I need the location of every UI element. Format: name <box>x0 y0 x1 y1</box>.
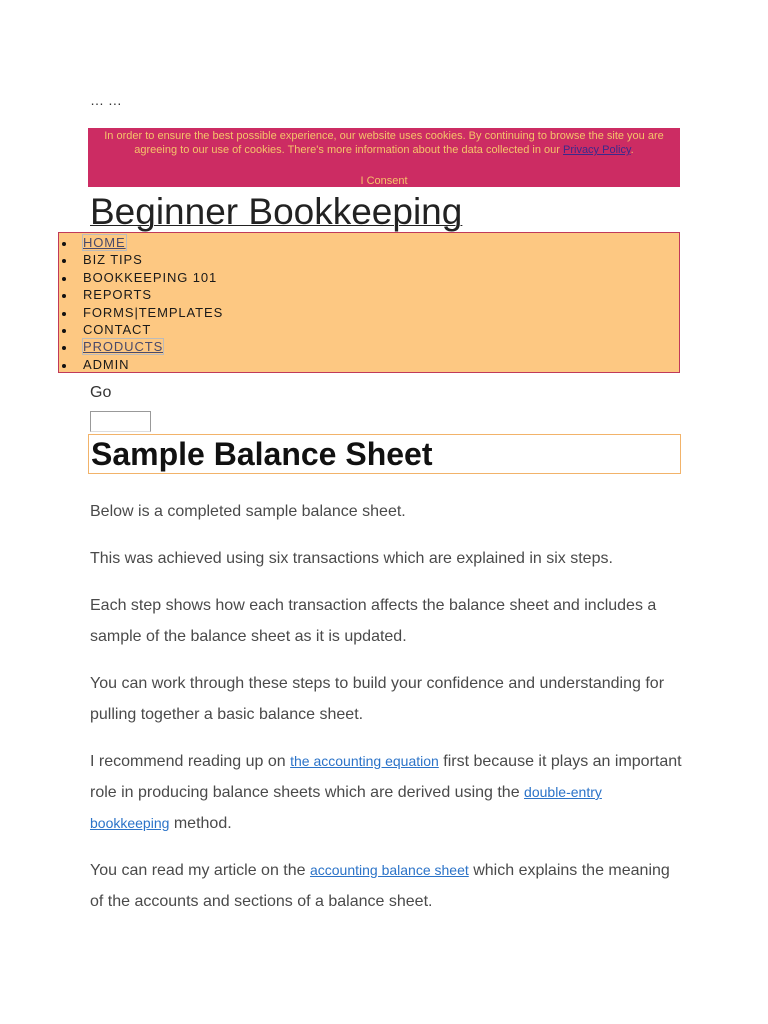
cookie-message <box>88 129 680 157</box>
accounting-balance-sheet-link[interactable]: accounting balance sheet <box>309 862 469 878</box>
cookie-banner <box>88 128 680 187</box>
paragraph-text: which explains the meaning of the accounts and sections of a balance sheet. <box>90 862 670 910</box>
main-nav <box>58 232 680 373</box>
paragraph-text: first because it plays an important role in producing balance sheets which are derived using the <box>90 753 682 801</box>
nav-divider <box>58 372 88 373</box>
nav-label: PRODUCTS <box>83 339 164 354</box>
paragraph <box>90 855 682 917</box>
nav-label: FORMS|TEMPLATES <box>83 305 224 320</box>
article-body <box>90 496 682 933</box>
paragraph: This was achieved using six transactions which are explained in six steps. <box>90 550 613 567</box>
nav-label: ADMIN <box>83 357 130 372</box>
nav-item-forms-templates[interactable] <box>83 306 223 320</box>
double-entry-bookkeeping-link[interactable]: double-entry bookkeeping <box>90 784 602 831</box>
paragraph: Below is a completed sample balance sheet. <box>90 503 406 520</box>
accounting-equation-link[interactable]: the accounting equation <box>290 753 439 769</box>
nav-item-bookkeeping-101[interactable] <box>83 271 217 285</box>
paragraph: Each step shows how each transaction affects the balance sheet and includes a sample of the balance sheet as it is updated. <box>90 597 657 645</box>
paragraph <box>90 746 682 839</box>
site-title[interactable]: Beginner Bookkeeping <box>90 191 463 232</box>
nav-item-products[interactable] <box>83 340 163 354</box>
nav-item-home[interactable] <box>83 236 126 250</box>
nav-item-admin[interactable] <box>83 358 129 372</box>
nav-label: BOOKKEEPING 101 <box>83 270 218 285</box>
nav-label: BIZ TIPS <box>83 252 143 267</box>
nav-label: HOME <box>83 235 126 250</box>
consent-button[interactable]: I Consent <box>360 175 408 187</box>
nav-item-reports[interactable] <box>83 288 152 302</box>
paragraph-text: I recommend reading up on <box>90 753 291 770</box>
paragraph-text: method. <box>169 815 232 832</box>
paragraph-text: You can read my article on the <box>90 862 310 879</box>
nav-label: REPORTS <box>83 287 152 302</box>
nav-label: CONTACT <box>83 322 152 337</box>
privacy-policy-link[interactable]: Privacy Policy <box>563 144 631 156</box>
skip-links[interactable]: … … <box>90 92 122 108</box>
cookie-text-end: . <box>630 144 634 156</box>
nav-item-biz-tips[interactable] <box>83 253 143 267</box>
paragraph: You can work through these steps to build your confidence and understanding for pulling together a basic balance sheet. <box>90 675 665 723</box>
search-go-button[interactable]: Go <box>90 384 112 401</box>
nav-item-contact[interactable] <box>83 323 151 337</box>
cookie-text: In order to ensure the best possible experience, our website uses cookies. By continuing to browse the site you are agreeing to our use of cookies. There's more information about the data collected in our <box>104 130 664 156</box>
search-input[interactable] <box>90 411 151 432</box>
page-title: Sample Balance Sheet <box>88 434 681 474</box>
